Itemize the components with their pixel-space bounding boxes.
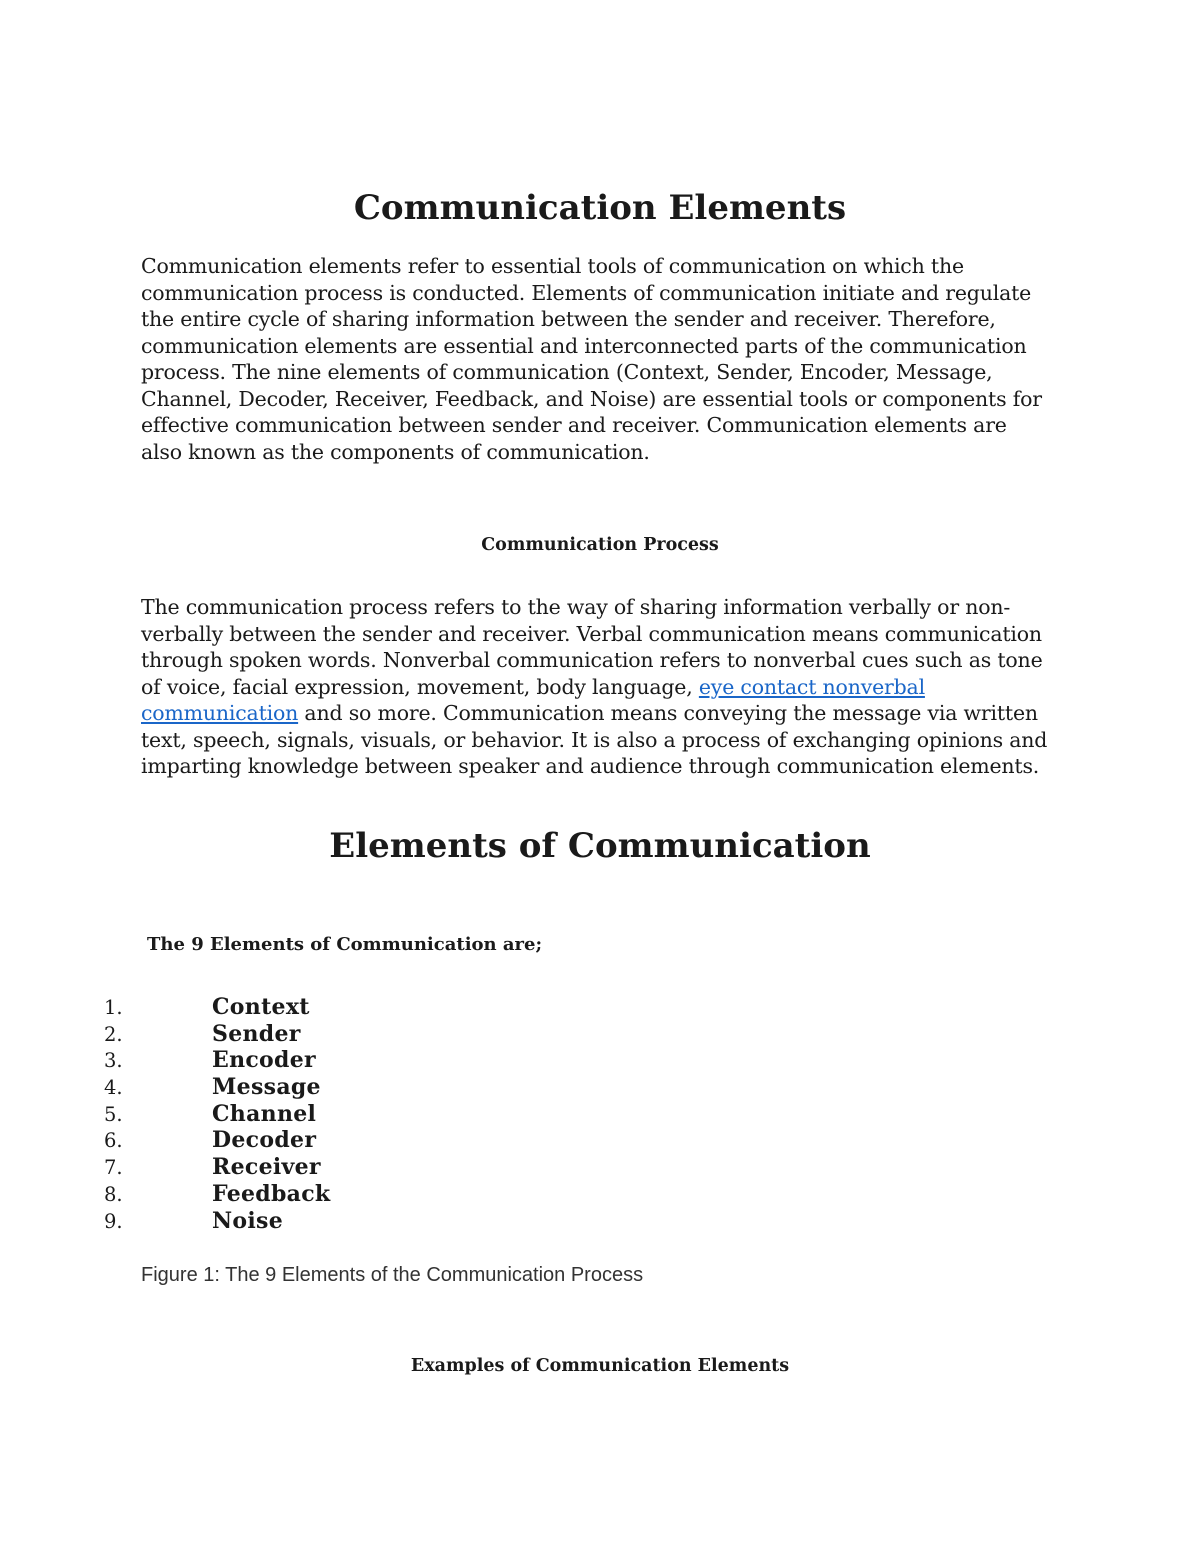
- list-number: 8.: [104, 1182, 123, 1206]
- list-number: 3.: [104, 1049, 123, 1073]
- list-label: Noise: [212, 1207, 284, 1234]
- elements-list: [0, 994, 600, 1234]
- elements-heading: Elements of Communication: [329, 826, 871, 866]
- intro-paragraph: [141, 253, 1066, 465]
- process-line-text: and so more. Communication means conveying the message via written: [298, 701, 1038, 725]
- eye-contact-link[interactable]: eye contact nonverbal: [698, 674, 925, 699]
- list-item: [0, 1101, 600, 1128]
- process-line: verbally between the sender and receiver. Verbal communication means communication: [141, 621, 1042, 646]
- list-number: 5.: [104, 1102, 123, 1126]
- process-line-text: of voice, facial expression, movement, body language,: [141, 674, 699, 699]
- list-item: [0, 994, 600, 1021]
- figure-caption: Figure 1: The 9 Elements of the Communication Process: [141, 1264, 644, 1286]
- process-line: text, speech, signals, visuals, or behavior. It is also a process of exchanging opinions and: [141, 727, 1048, 752]
- list-label: Sender: [212, 1020, 301, 1047]
- intro-line: Channel, Decoder, Receiver, Feedback, and Noise) are essential tools or components for: [141, 386, 1042, 411]
- intro-line: also known as the components of communication.: [141, 439, 650, 464]
- process-line: [141, 700, 1066, 727]
- intro-line: the entire cycle of sharing information between the sender and receiver. Therefore,: [141, 307, 996, 331]
- list-item: [0, 1208, 600, 1235]
- list-item: [0, 1074, 600, 1101]
- list-label: Message: [212, 1074, 321, 1101]
- process-line: [141, 674, 1066, 701]
- examples-heading: Examples of Communication Elements: [410, 1356, 790, 1376]
- list-number: 4.: [104, 1076, 123, 1100]
- process-heading: Communication Process: [481, 535, 719, 555]
- intro-line: communication process is conducted. Elements of communication initiate and regulate: [141, 280, 1032, 305]
- eye-contact-link-continued[interactable]: communication: [141, 701, 299, 725]
- list-label: Receiver: [212, 1154, 321, 1181]
- elements-intro: The 9 Elements of Communication are;: [147, 934, 543, 955]
- list-label: Decoder: [212, 1127, 317, 1154]
- intro-line: process. The nine elements of communication (Context, Sender, Encoder, Message,: [141, 360, 993, 384]
- list-label: Channel: [212, 1100, 317, 1127]
- list-item: [0, 1047, 600, 1074]
- list-item: [0, 1154, 600, 1181]
- list-number: 2.: [104, 1022, 123, 1046]
- list-number: 1.: [104, 996, 123, 1019]
- process-line: imparting knowledge between speaker and audience through communication elements.: [141, 754, 1040, 778]
- list-item: [0, 1127, 600, 1154]
- process-line: The communication process refers to the way of sharing information verbally or non-: [141, 595, 1011, 619]
- list-label: Encoder: [212, 1047, 316, 1074]
- list-number: 6.: [104, 1129, 123, 1153]
- list-number: 9.: [104, 1209, 123, 1233]
- process-paragraph: [141, 594, 1066, 780]
- list-number: 7.: [104, 1156, 123, 1180]
- intro-line: effective communication between sender and receiver. Communication elements are: [141, 413, 1007, 437]
- list-label: Context: [212, 994, 310, 1020]
- list-item: [0, 1181, 600, 1208]
- list-label: Feedback: [212, 1180, 331, 1207]
- intro-line: communication elements are essential and interconnected parts of the communication: [141, 333, 1027, 358]
- process-line: through spoken words. Nonverbal communication refers to nonverbal cues such as tone: [141, 648, 1043, 672]
- intro-line: Communication elements refer to essential tools of communication on which the: [141, 254, 964, 278]
- document-title: Communication Elements: [353, 188, 847, 228]
- list-item: [0, 1021, 600, 1048]
